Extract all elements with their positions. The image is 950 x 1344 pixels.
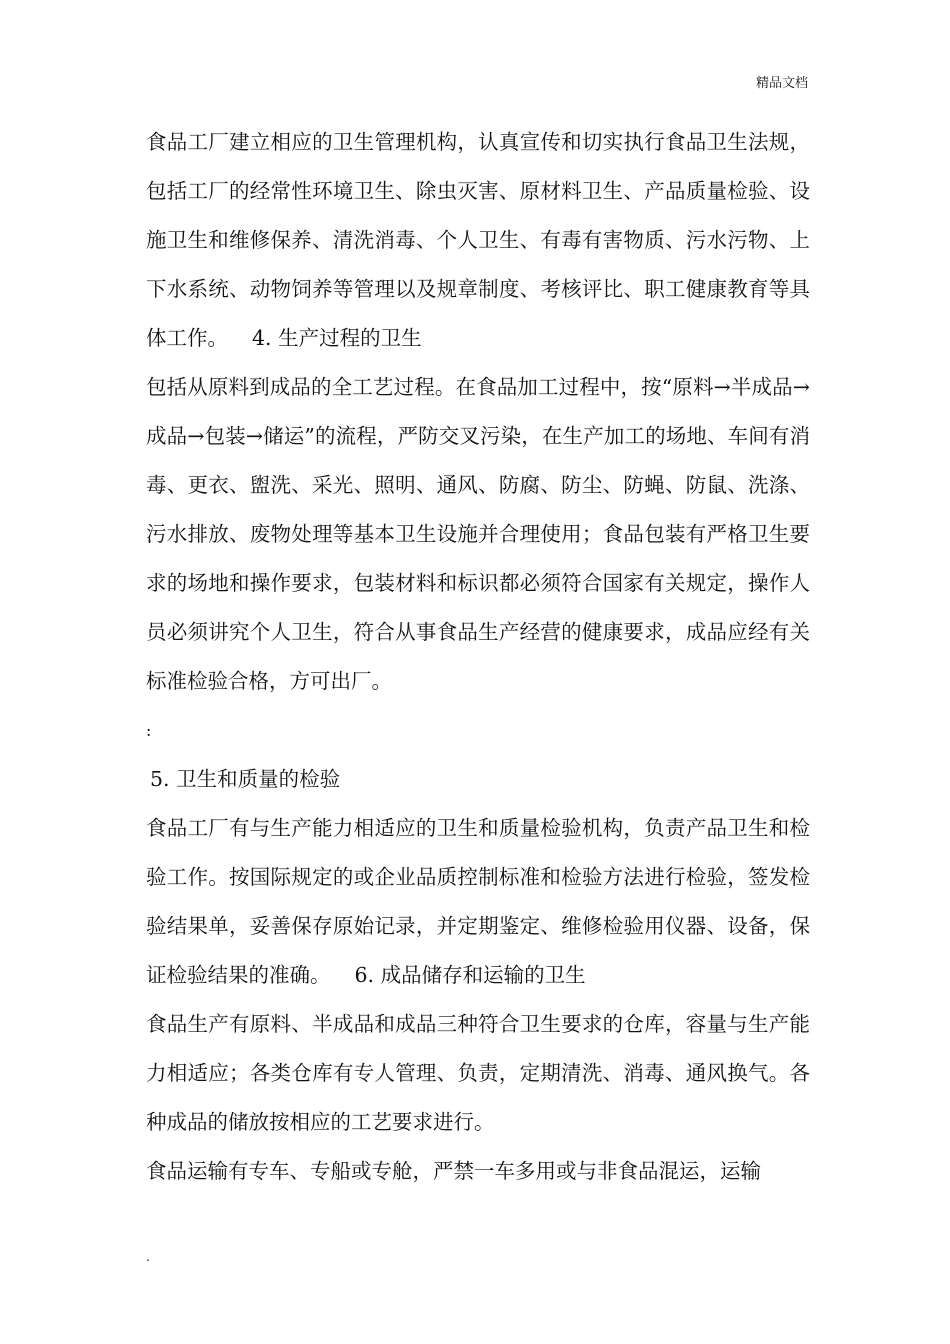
- page-footer-mark: .: [146, 1250, 150, 1264]
- paragraph-inspection: [146, 804, 810, 1000]
- paragraph-storage: 食品生产有原料、半成品和成品三种符合卫生要求的仓库，容量与生产能力相适应；各类仓库有专人管理、负责，定期清洗、消毒、通风换气。各种成品的储放按相应的工艺要求进行。: [146, 1012, 810, 1134]
- paragraph-text: 食品工厂建立相应的卫生管理机构，认真宣传和切实执行食品卫生法规，包括工厂的经常性环境卫生、除虫灭害、原材料卫生、产品质量检验、设施卫生和维修保养、清洗消毒、个人卫生、有毒有害物质、污水污物、上下水系统、动物饲养等管理以及规章制度、考核评比、职工健康教育等具体工作。: [146, 130, 810, 350]
- stray-colon: :: [146, 721, 152, 740]
- section-heading-storage-transport: 6. 成品储存和运输的卫生: [354, 963, 586, 987]
- section-heading-production-process: 4. 生产过程的卫生: [252, 326, 422, 350]
- document-body: [146, 118, 810, 1196]
- page-header: 精品文档: [755, 76, 808, 91]
- paragraph-transport: 食品运输有专车、专船或专舱，严禁一车多用或与非食品混运，运输: [146, 1159, 761, 1183]
- section-heading-inspection: 5. 卫生和质量的检验: [150, 767, 341, 791]
- paragraph-hygiene-management: [146, 118, 810, 363]
- paragraph-text: 食品工厂有与生产能力相适应的卫生和质量检验机构，负责产品卫生和检验工作。按国际规定的或企业品质控制标准和检验方法进行检验，签发检验结果单，妥善保存原始记录，并定期鉴定、维修检验用仪器、设备，保证检验结果的准确。: [146, 816, 810, 987]
- paragraph-production-process: 包括从原料到成品的全工艺过程。在食品加工过程中，按“原料→半成品→成品→包装→储运”的流程，严防交叉污染，在生产加工的场地、车间有消毒、更衣、盥洗、采光、照明、通风、防腐、防尘、防蝇、防鼠、洗涤、污水排放、废物处理等基本卫生设施并合理使用；食品包装有严格卫生要求的场地和操作要求，包装材料和标识都必须符合国家有关规定，操作人员必须讲究个人卫生，符合从事食品生产经营的健康要求，成品应经有关标准检验合格，方可出厂。: [146, 375, 810, 693]
